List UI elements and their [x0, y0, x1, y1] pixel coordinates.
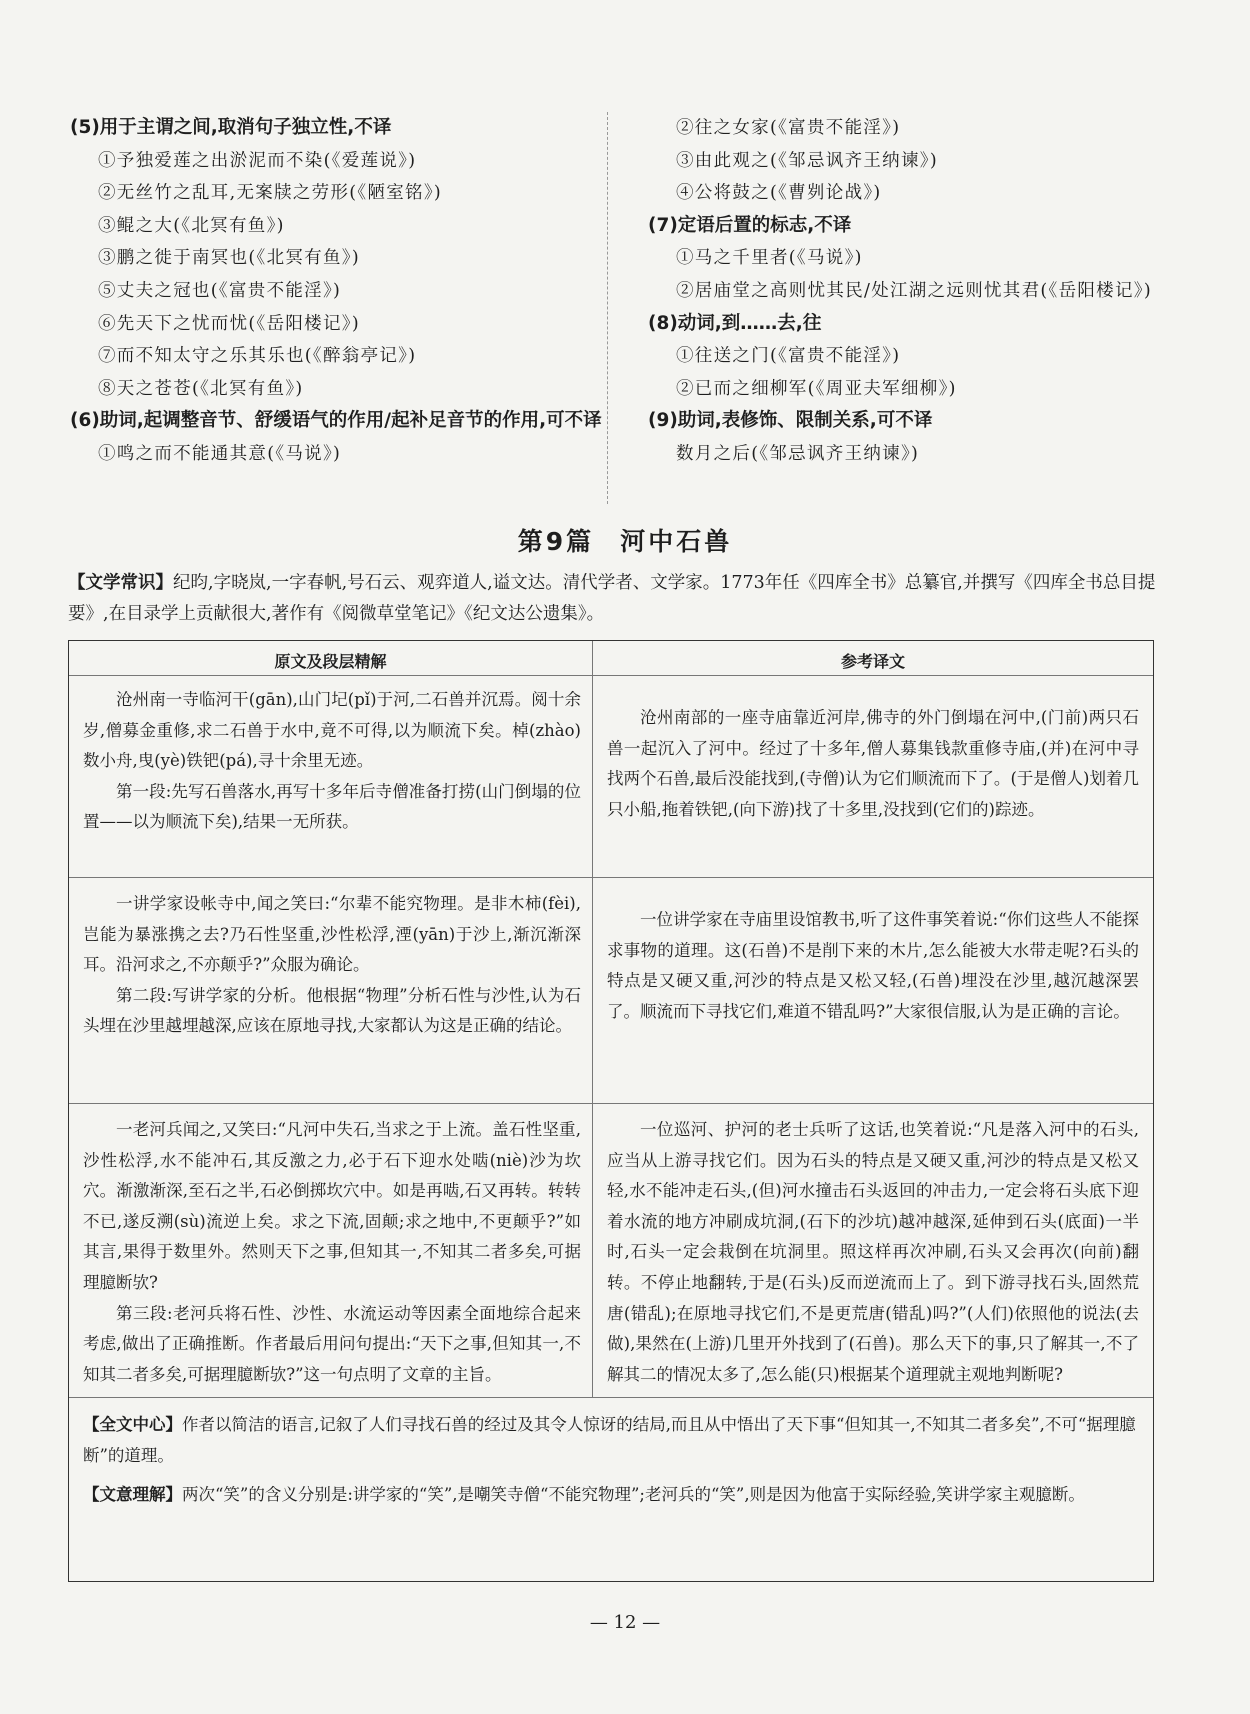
translation-text: 沧州南部的一座寺庙靠近河岸,佛寺的外门倒塌在河中,(门前)两只石兽一起沉入了河中。经过了十多年,僧人募集钱款重修寺庙,(并)在河中寻找两个石兽,最后没能找到,(寺僧)认为它们顺流而下了。(于是僧人)划着几只小船,拖着铁钯,(向下游)找了十多里,没找到(它们的)踪迹。 — [607, 708, 1139, 819]
example-line: ⑧天之苍苍(《北冥有鱼》) — [98, 378, 304, 399]
usage-heading-7: (7)定语后置的标志,不译 — [648, 214, 852, 236]
example-line: ⑥先天下之忧而忧(《岳阳楼记》) — [98, 313, 360, 334]
example-line: ①马之千里者(《马说》) — [676, 248, 863, 269]
example-line: ①予独爱莲之出淤泥而不染(《爱莲说》) — [98, 150, 417, 171]
text-translation-table — [68, 640, 1154, 1582]
article-title — [0, 522, 1250, 558]
central-idea-tag: 【全文中心】 — [83, 1415, 182, 1434]
example-line: ②无丝竹之乱耳,无案牍之劳形(《陋室铭》) — [98, 183, 443, 204]
example-line: ②已而之细柳军(《周亚夫军细柳》) — [676, 378, 957, 399]
table-header — [69, 641, 1153, 676]
original-paragraph-2 — [83, 889, 581, 1042]
translation-paragraph-1 — [607, 703, 1139, 825]
meaning-understanding-text: 两次“笑”的含义分别是:讲学家的“笑”,是嘲笑寺僧“不能究物理”;老河兵的“笑”,则是因为他富于实际经验,笑讲学家主观臆断。 — [182, 1485, 1085, 1504]
literary-knowledge-tag: 【文学常识】 — [68, 573, 173, 593]
original-text: 沧州南一寺临河干(gān),山门圮(pǐ)于河,二石兽并沉焉。阅十余岁,僧募金重修,求二石兽于水中,竟不可得,以为顺流下矣。棹(zhào)数小舟,曳(yè)铁钯(pá),寻十余里无迹。 — [83, 690, 581, 771]
paragraph-summary: 第二段:写讲学家的分析。他根据“物理”分析石性与沙性,认为石头埋在沙里越埋越深,应该在原地寻找,大家都认为这是正确的结论。 — [83, 985, 581, 1036]
example-line: ②往之女家(《富贵不能淫》) — [676, 118, 901, 138]
column-divider — [607, 112, 608, 504]
translation-paragraph-3 — [607, 1115, 1139, 1390]
translation-header: 参考译文 — [840, 652, 905, 671]
literary-knowledge-text: 纪昀,字晓岚,一字春帆,号石云、观弈道人,谥文达。清代学者、文学家。1773年任《四库全书》总纂官,并撰写《四库全书总目提要》,在目录学上贡献很大,著作有《阅微草堂笔记》《纪文达公遗集》。 — [68, 573, 1156, 624]
usage-heading-8: (8)动词,到……去,往 — [648, 312, 822, 334]
central-idea — [83, 1409, 1139, 1471]
row-divider — [69, 1103, 1153, 1104]
example-line: ①往送之门(《富贵不能淫》) — [676, 346, 901, 367]
example-line: ⑤丈夫之冠也(《富贵不能淫》) — [98, 280, 342, 301]
example-line: ③鲲之大(《北冥有鱼》) — [98, 215, 285, 236]
translation-text: 一位巡河、护河的老士兵听了这话,也笑着说:“凡是落入河中的石头,应当从上游寻找它们。因为石头的特点是又硬又重,河沙的特点是又松又轻,水不能冲走石头,(但)河水撞击石头返回的冲击力,一定会将石头底下迎着水流的地方冲刷成坑洞,(石下的沙坑)越冲越深,延伸到石头(底面)一半时,石头一定会栽倒在坑洞里。照这样再次冲刷,石头又会再次(向前)翻转。不停止地翻转,于是(石头)反而逆流而上了。到下游寻找石头,固然荒唐(错乱);在原地寻找它们,不是更荒唐(错乱)吗?”(人们)依照他的说法(去做),果然在(上游)几里开外找到了(石兽)。那么天下的事,只了解其一,不了解其二的情况太多了,怎么能(只)根据某个道理就主观地判断呢? — [607, 1120, 1139, 1384]
usage-heading-5: (5)用于主谓之间,取消句子独立性,不译 — [70, 117, 392, 138]
translation-text: 一位讲学家在寺庙里设馆教书,听了这件事笑着说:“你们这些人不能探求事物的道理。这(石兽)不是削下来的木片,怎么能被大水带走呢?石头的特点是又硬又重,河沙的特点是又松又轻,(石兽)埋没在沙里,越沉越深罢了。顺流而下寻找它们,难道不错乱吗?”大家很信服,认为是正确的言论。 — [607, 910, 1139, 1021]
original-text-header: 原文及段层精解 — [274, 652, 387, 671]
grammar-notes-section — [70, 112, 1190, 502]
example-line: ③鹏之徙于南冥也(《北冥有鱼》) — [98, 248, 360, 269]
page-number: — 12 — — [589, 1612, 661, 1633]
meaning-understanding — [83, 1479, 1139, 1510]
row-divider — [69, 1397, 1153, 1398]
table-column-divider — [592, 641, 593, 1397]
example-line: ③由此观之(《邹忌讽齐王纳谏》) — [676, 150, 938, 171]
row-divider — [69, 877, 1153, 878]
example-line: ④公将鼓之(《曹刿论战》) — [676, 183, 882, 204]
usage-heading-9: (9)助词,表修饰、限制关系,可不译 — [648, 410, 933, 432]
paragraph-summary: 第一段:先写石兽落水,再写十多年后寺僧准备打捞(山门倒塌的位置——以为顺流下矣),结果一无所获。 — [83, 781, 581, 832]
table-footer — [83, 1409, 1139, 1518]
article-number: 第9篇 — [517, 527, 595, 556]
example-line: 数月之后(《邹忌讽齐王纳谏》) — [676, 443, 920, 464]
translation-paragraph-2 — [607, 905, 1139, 1027]
example-line: ②居庙堂之高则忧其民/处江湖之远则忧其君(《岳阳楼记》) — [676, 280, 1152, 301]
example-line: ⑦而不知太守之乐其乐也(《醉翁亭记》) — [98, 346, 417, 367]
paragraph-summary: 第三段:老河兵将石性、沙性、水流运动等因素全面地综合起来考虑,做出了正确推断。作者最后用问句提出:“天下之事,但知其一,不知其二者多矣,可据理臆断欤?”这一句点明了文章的主旨。 — [83, 1303, 581, 1384]
original-text: 一讲学家设帐寺中,闻之笑曰:“尔辈不能究物理。是非木柿(fèi),岂能为暴涨携之去?乃石性坚重,沙性松浮,湮(yān)于沙上,渐沉渐深耳。沿河求之,不亦颠乎?”众服为确论。 — [83, 894, 581, 975]
grammar-notes-left-column — [70, 112, 615, 471]
example-line: ①鸣之而不能通其意(《马说》) — [98, 443, 342, 464]
original-text: 一老河兵闻之,又笑曰:“凡河中失石,当求之于上流。盖石性坚重,沙性松浮,水不能冲石,其反激之力,必于石下迎水处啮(niè)沙为坎穴。渐激渐深,至石之半,石必倒掷坎穴中。如是再啮,石又再转。转转不已,遂反溯(sù)流逆上矣。求之下流,固颠;求之地中,不更颠乎?”如其言,果得于数里外。然则天下之事,但知其一,不知其二者多矣,可据理臆断欤? — [83, 1120, 581, 1292]
literary-knowledge — [68, 568, 1188, 630]
central-idea-text: 作者以简洁的语言,记叙了人们寻找石兽的经过及其令人惊讶的结局,而且从中悟出了天下事“但知其一,不知其二者多矣”,不可“据理臆断”的道理。 — [83, 1415, 1136, 1465]
meaning-understanding-tag: 【文意理解】 — [83, 1485, 182, 1504]
grammar-notes-right-column — [648, 112, 1190, 471]
usage-heading-6: (6)助词,起调整音节、舒缓语气的作用/起补足音节的作用,可不译 — [70, 410, 602, 432]
original-paragraph-3 — [83, 1115, 581, 1390]
article-name: 河中石兽 — [620, 527, 733, 556]
original-paragraph-1 — [83, 685, 581, 838]
